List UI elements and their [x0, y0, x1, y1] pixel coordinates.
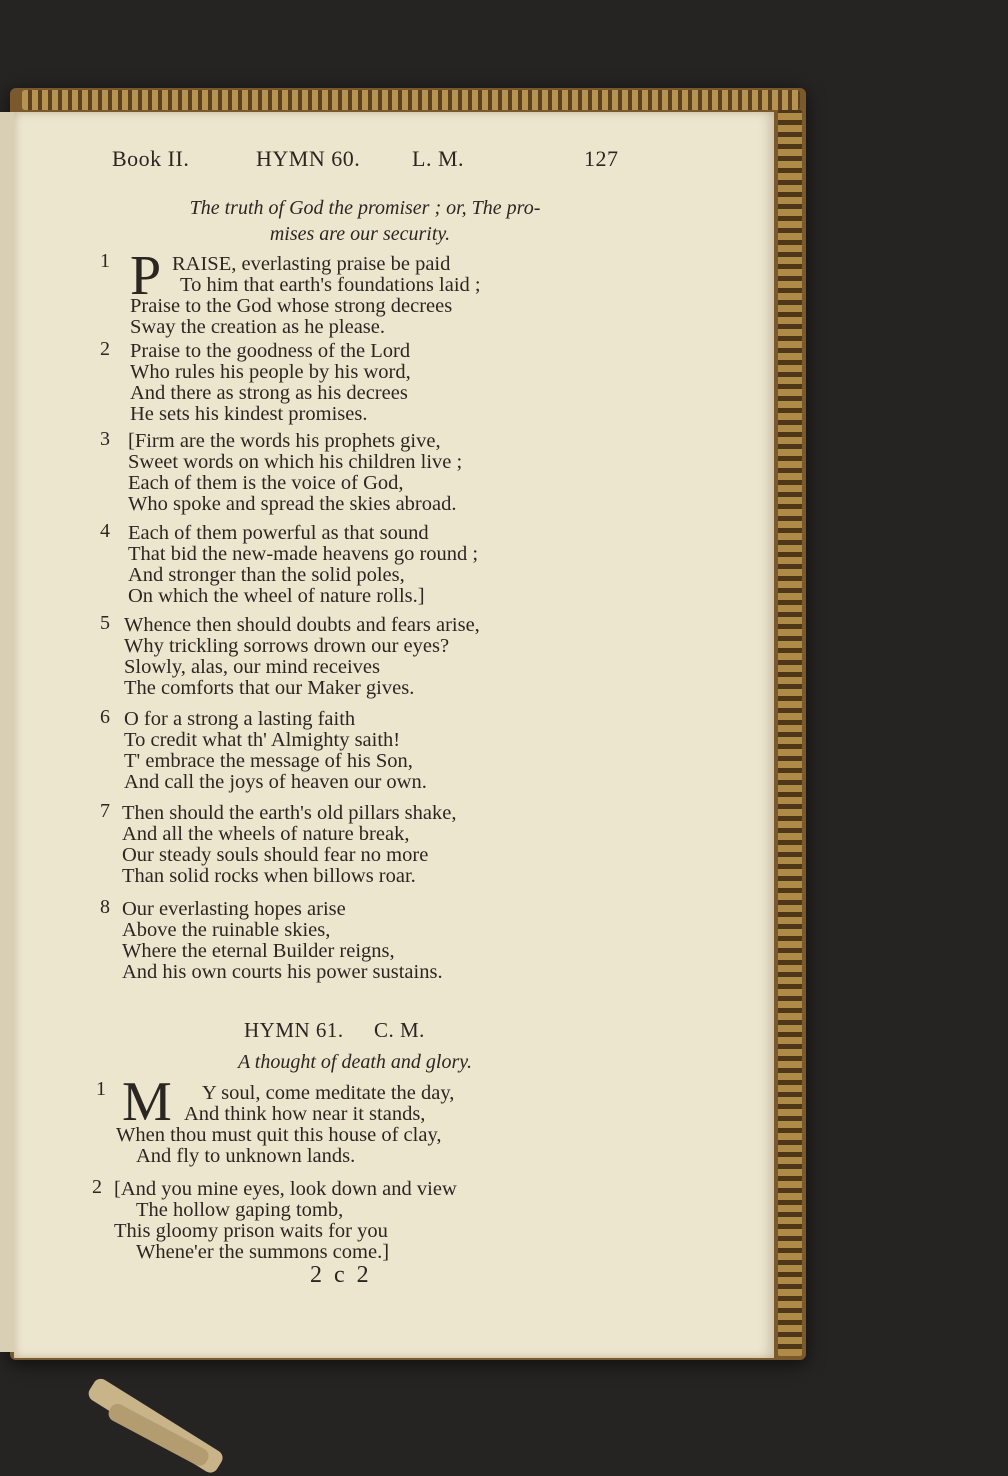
verse-line: Slowly, alas, our mind receives: [124, 656, 380, 678]
verse-line: Y soul, come meditate the day,: [202, 1082, 455, 1104]
verse-line: Who spoke and spread the skies abroad.: [128, 493, 457, 515]
verse-line: O for a strong a lasting faith: [124, 708, 356, 730]
verse-number: 4: [100, 520, 110, 542]
verse-line: [Firm are the words his prophets give,: [128, 430, 441, 452]
verse-line: The hollow gaping tomb,: [136, 1199, 344, 1221]
verse-line: To credit what th' Almighty saith!: [124, 729, 401, 751]
drop-cap: P: [130, 245, 162, 307]
hymn60-subtitle-1: The truth of God the promiser ; or, The pro-: [189, 197, 541, 219]
verse-number: 3: [100, 428, 110, 450]
verse-number: 6: [100, 706, 110, 728]
verse-line: Why trickling sorrows drown our eyes?: [124, 635, 450, 657]
verse-line: That bid the new-made heavens go round ;: [128, 543, 479, 565]
verse-number: 8: [100, 896, 110, 918]
verse-line: RAISE, everlasting praise be paid: [172, 253, 451, 275]
verse-line: Praise to the God whose strong decrees: [130, 295, 453, 317]
verse-line: Whene'er the summons come.]: [136, 1241, 390, 1263]
hymn60-subtitle-2: mises are our security.: [269, 223, 451, 245]
verse-number: 2: [92, 1176, 102, 1198]
header-book: Book II.: [112, 146, 190, 171]
verse-line: And stronger than the solid poles,: [128, 564, 405, 586]
hymn61-title: HYMN 61.: [244, 1018, 344, 1042]
verse-line: Then should the earth's old pillars shake,: [122, 802, 457, 824]
verse-line: And all the wheels of nature break,: [122, 823, 410, 845]
verse-line: Sweet words on which his children live ;: [128, 451, 463, 473]
verse-line: Our steady souls should fear no more: [122, 844, 429, 866]
verse-line: And call the joys of heaven our own.: [124, 771, 427, 793]
verse-number: 7: [100, 800, 110, 822]
verse-line: He sets his kindest promises.: [130, 403, 368, 425]
verse-line: Where the eternal Builder reigns,: [122, 940, 395, 962]
verse-line: To him that earth's foundations laid ;: [180, 274, 481, 296]
verse-line: When thou must quit this house of clay,: [116, 1124, 442, 1146]
verse-line: [And you mine eyes, look down and view: [114, 1178, 457, 1200]
header-meter: L. M.: [412, 146, 464, 171]
drop-cap: M: [122, 1071, 172, 1133]
verse-line: On which the wheel of nature rolls.]: [128, 585, 425, 607]
hymn61-meter: C. M.: [374, 1018, 425, 1042]
verse-line: Above the ruinable skies,: [122, 919, 331, 941]
page-number: 127: [584, 146, 619, 171]
verse-line: Praise to the goodness of the Lord: [130, 340, 411, 362]
verse-line: Than solid rocks when billows roar.: [122, 865, 416, 887]
hymn61-subtitle: A thought of death and glory.: [237, 1051, 473, 1073]
verse-line: Our everlasting hopes arise: [122, 898, 346, 920]
verse-line: And think how near it stands,: [184, 1103, 426, 1125]
signature-mark: 2 c 2: [310, 1262, 372, 1288]
verse-number: 5: [100, 612, 110, 634]
verse-line: And fly to unknown lands.: [136, 1145, 356, 1167]
verse-number: 2: [100, 338, 110, 360]
verse-line: And his own courts his power sustains.: [122, 961, 443, 983]
verse-line: Whence then should doubts and fears arise,: [124, 614, 480, 636]
verse-line: This gloomy prison waits for you: [114, 1220, 388, 1242]
verse-line: Each of them powerful as that sound: [128, 522, 429, 544]
verse-line: The comforts that our Maker gives.: [124, 677, 415, 699]
verse-line: And there as strong as his decrees: [130, 382, 408, 404]
verse-number: 1: [100, 250, 110, 272]
verse-line: Who rules his people by his word,: [130, 361, 411, 383]
header-hymn: HYMN 60.: [256, 146, 361, 171]
verse-line: Sway the creation as he please.: [130, 316, 386, 338]
verse-line: T' embrace the message of his Son,: [124, 750, 413, 772]
verse-number: 1: [96, 1078, 106, 1100]
verse-line: Each of them is the voice of God,: [128, 472, 404, 494]
